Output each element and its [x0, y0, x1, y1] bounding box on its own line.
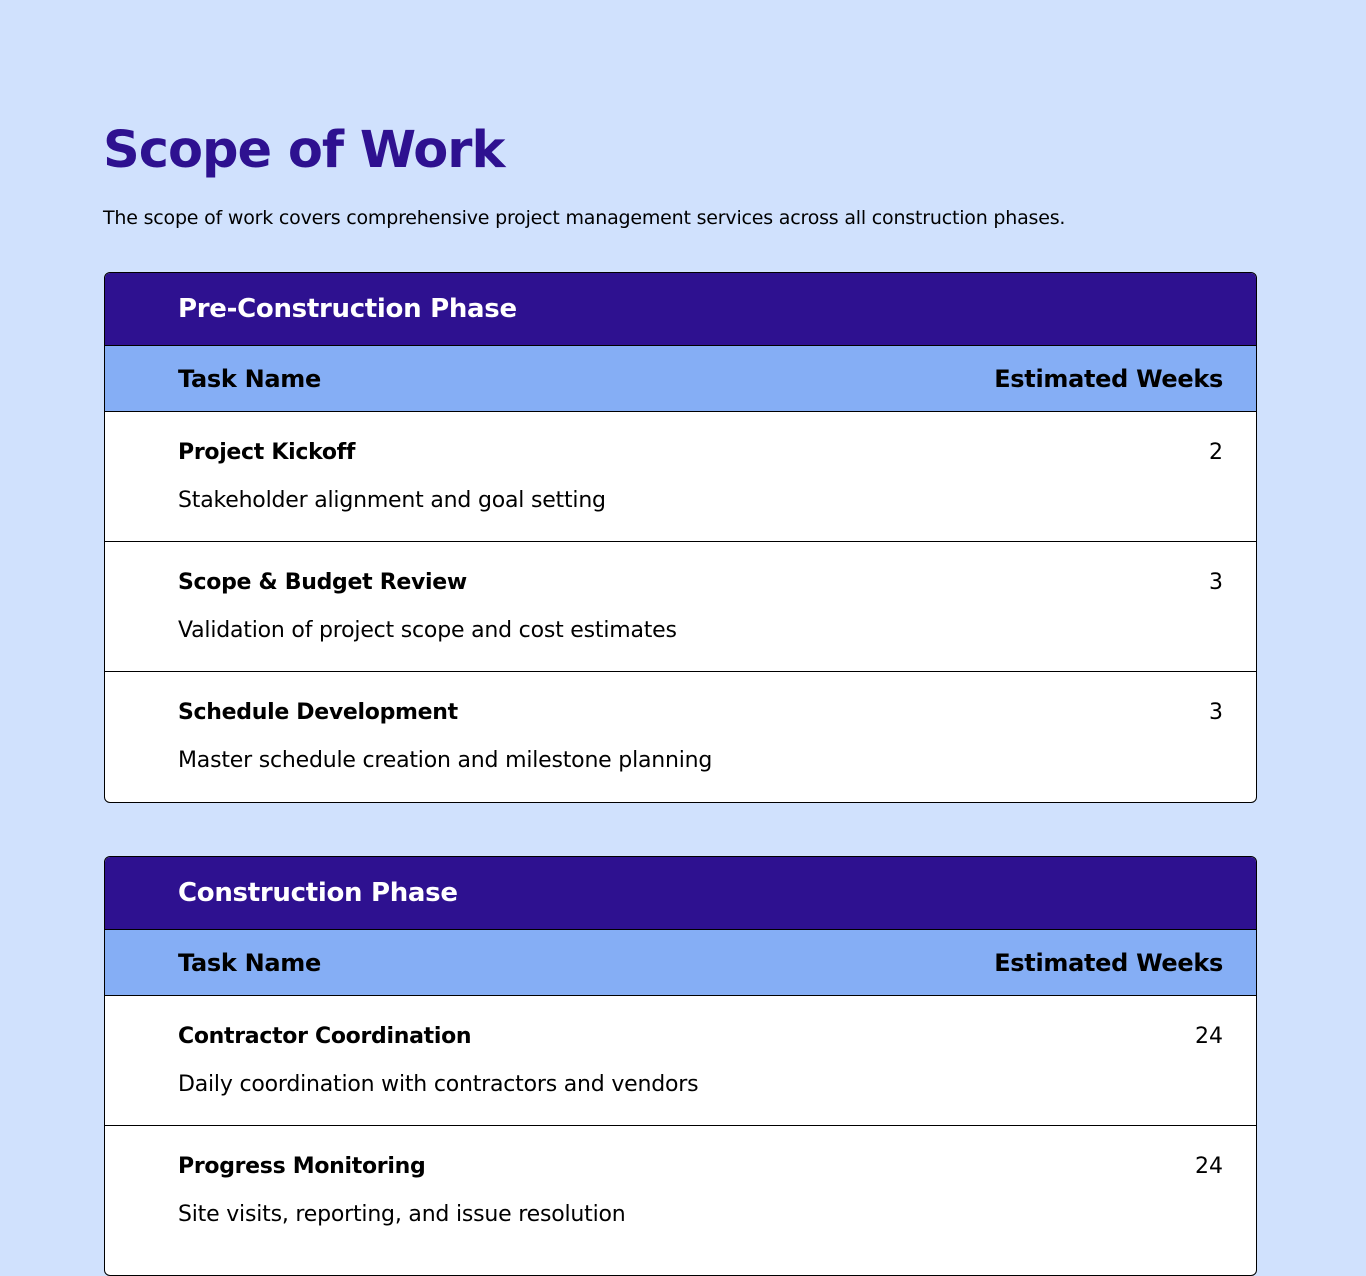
column-header-task-name: Task Name: [178, 948, 321, 977]
phase-table-pre-construction: [104, 272, 1257, 803]
task-name: Scope & Budget Review: [178, 570, 467, 595]
task-description: Site visits, reporting, and issue resolution: [178, 1202, 626, 1227]
task-description: Master schedule creation and milestone planning: [178, 748, 713, 773]
task-name: Contractor Coordination: [178, 1024, 472, 1049]
column-header-row: [105, 346, 1256, 412]
intro-paragraph: The scope of work covers comprehensive project management services across all construction phases.: [103, 207, 1066, 229]
column-header-estimated-weeks: Estimated Weeks: [994, 364, 1223, 393]
page-title: Scope of Work: [103, 121, 505, 180]
task-weeks: 3: [1209, 700, 1223, 725]
task-name: Schedule Development: [178, 700, 458, 725]
column-header-estimated-weeks: Estimated Weeks: [994, 948, 1223, 977]
phase-header: [105, 857, 1256, 930]
task-weeks: 3: [1209, 570, 1223, 595]
column-header-row: [105, 930, 1256, 996]
table-row: [105, 672, 1256, 802]
column-header-task-name: Task Name: [178, 364, 321, 393]
phase-table-construction: [104, 856, 1257, 1276]
phase-title: Pre-Construction Phase: [178, 294, 517, 324]
task-description: Validation of project scope and cost estimates: [178, 618, 677, 643]
phase-title: Construction Phase: [178, 878, 458, 908]
table-row: [105, 542, 1256, 672]
task-description: Stakeholder alignment and goal setting: [178, 488, 606, 513]
task-description: Daily coordination with contractors and vendors: [178, 1072, 699, 1097]
table-row: [105, 996, 1256, 1126]
task-name: Progress Monitoring: [178, 1154, 426, 1179]
task-name: Project Kickoff: [178, 440, 356, 465]
task-weeks: 24: [1195, 1024, 1223, 1049]
task-weeks: 24: [1195, 1154, 1223, 1179]
table-row: [105, 1126, 1256, 1256]
table-row: [105, 412, 1256, 542]
task-weeks: 2: [1209, 440, 1223, 465]
phase-header: [105, 273, 1256, 346]
